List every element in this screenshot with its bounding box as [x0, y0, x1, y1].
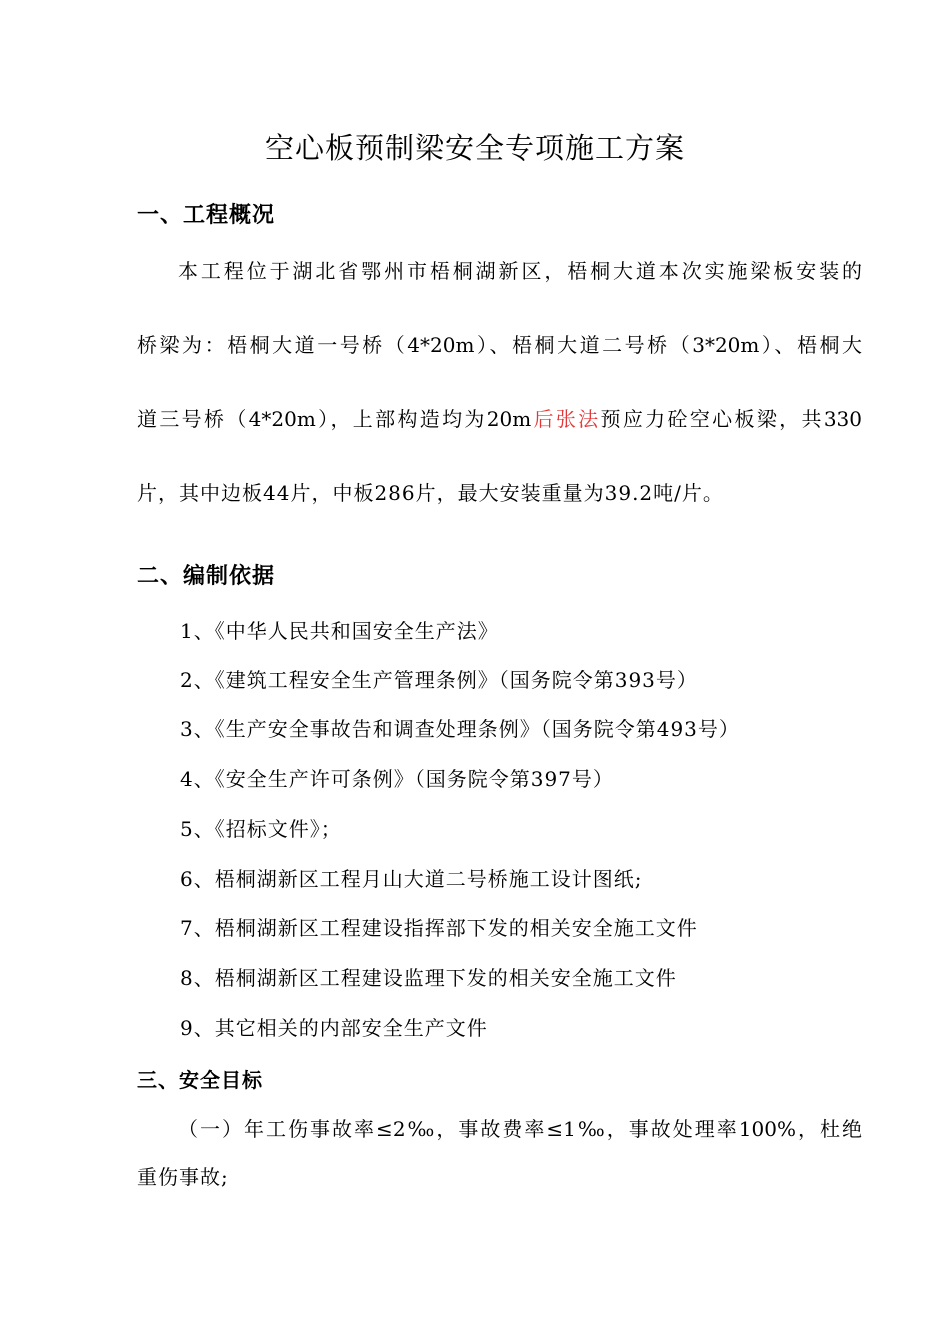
basis-item: 7、梧桐湖新区工程建设指挥部下发的相关安全施工文件: [180, 916, 698, 940]
overview-line-3: [137, 404, 862, 434]
basis-item: 4、《安全生产许可条例》（国务院令第397号）: [180, 767, 614, 791]
overview-line-4: 片，其中边板44片，中板286片，最大安装重量为39.2吨/片。: [137, 481, 724, 505]
basis-item: 5、《招标文件》；: [180, 817, 342, 841]
section-heading-safety-goals: 三、安全目标: [137, 1068, 263, 1092]
document-title: 空心板预制梁安全专项施工方案: [264, 131, 685, 165]
overview-line-2: 桥梁为：梧桐大道一号桥（4*20m）、梧桐大道二号桥（3*20m）、梧桐大: [137, 333, 862, 357]
basis-item: 9、其它相关的内部安全生产文件: [180, 1016, 488, 1040]
section-heading-basis: 二、编制依据: [137, 564, 276, 589]
basis-item: 6、梧桐湖新区工程月山大道二号桥施工设计图纸;: [180, 867, 643, 891]
safety-goal-line-2: 重伤事故;: [137, 1165, 229, 1189]
basis-item: 2、《建筑工程安全生产管理条例》（国务院令第393号）: [180, 668, 698, 692]
overview-line-3-part-a: 道三号桥（4*20m），上部构造均为20m: [137, 407, 532, 431]
overview-line-3-part-b: 预应力砼空心板梁，共330: [600, 407, 862, 431]
basis-item: 8、梧桐湖新区工程建设监理下发的相关安全施工文件: [180, 966, 677, 990]
safety-goal-line-1: （一）年工伤事故率≤2‰，事故费率≤1‰，事故处理率100%，杜绝: [178, 1117, 862, 1141]
basis-item: 1、《中华人民共和国安全生产法》: [180, 619, 499, 643]
basis-item: 3、《生产安全事故告和调查处理条例》（国务院令第493号）: [180, 717, 740, 741]
highlighted-term: 后张法: [531, 407, 601, 431]
overview-line-1: 本工程位于湖北省鄂州市梧桐湖新区，梧桐大道本次实施梁板安装的: [178, 259, 862, 283]
section-heading-overview: 一、工程概况: [137, 203, 276, 228]
